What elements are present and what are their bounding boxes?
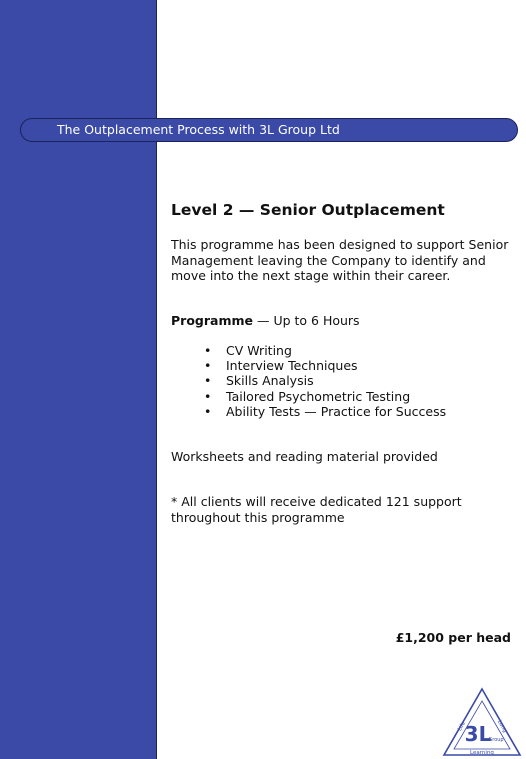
price-label: £1,200 per head: [395, 630, 511, 645]
list-item: • CV Writing: [204, 343, 292, 358]
list-item: • Ability Tests — Practice for Success: [204, 403, 447, 419]
intro-paragraph: This programme has been designed to support Senior Management leaving the Company to identify and move into the next stage within their career.: [171, 237, 509, 283]
sidebar-panel: [0, 0, 157, 759]
worksheets-text: Worksheets and reading material provided: [171, 449, 438, 464]
support-note: * All clients will receive dedicated 121 support throughout this programme: [171, 494, 462, 525]
bullet-icon: •: [204, 343, 212, 358]
list-item: • Interview Techniques: [204, 358, 358, 374]
svg-text:Group: Group: [488, 737, 504, 743]
bullet-icon: •: [204, 388, 212, 404]
list-item: • Tailored Psychometric Testing: [204, 388, 411, 404]
svg-text:Life: Life: [457, 720, 468, 733]
bullet-icon: •: [204, 373, 212, 389]
list-item: • Skills Analysis: [204, 373, 314, 389]
programme-list: [204, 343, 446, 419]
programme-detail: — Up to 6 Hours: [253, 313, 360, 328]
svg-text:Long: Long: [495, 719, 508, 734]
banner-title: The Outplacement Process with 3L Group Ltd: [57, 122, 340, 137]
programme-label: Programme: [171, 313, 253, 328]
svg-text:3L: 3L: [464, 722, 492, 746]
programme-line: [171, 313, 360, 328]
header-banner: [20, 118, 518, 142]
3l-group-logo: [442, 687, 522, 757]
svg-text:Learning: Learning: [470, 750, 494, 756]
bullet-icon: •: [204, 358, 212, 374]
bullet-icon: •: [204, 403, 212, 419]
page-title: Level 2 — Senior Outplacement: [171, 201, 445, 219]
